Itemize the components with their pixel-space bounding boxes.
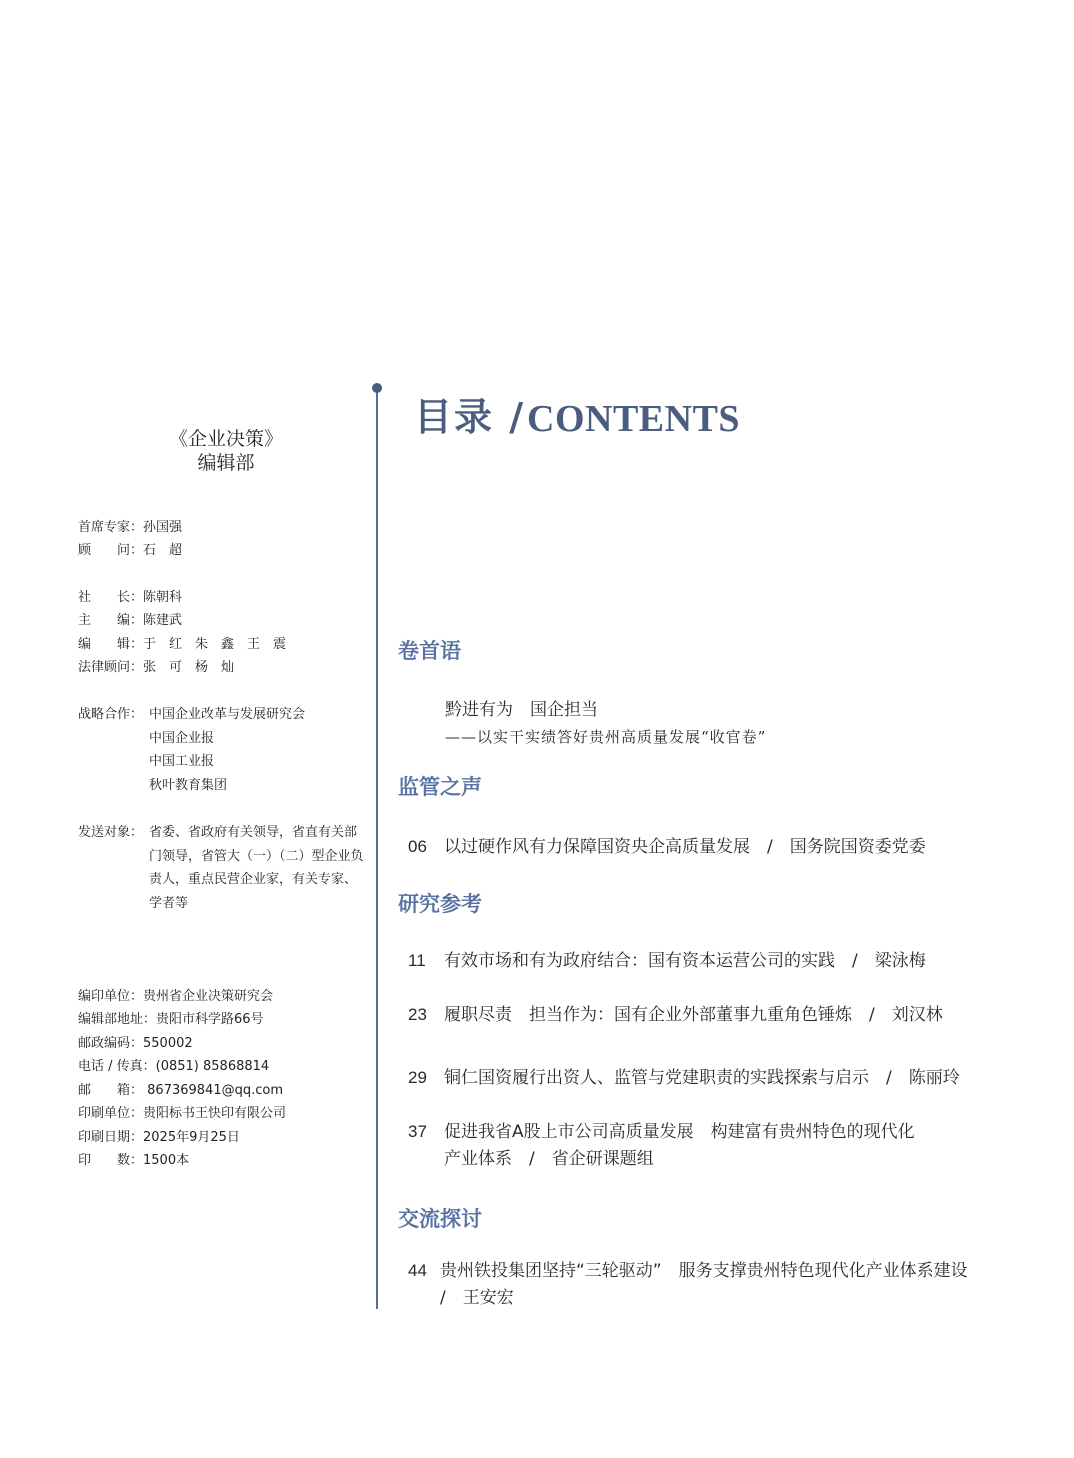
toc-entry-title[interactable]: 贵州铁投集团坚持“三轮驱动” 服务支撑贵州特色现代化产业体系建设 <box>440 1261 968 1281</box>
pub-label: 印 数： <box>78 1153 144 1168</box>
pub-value: 867369841@qq.com <box>143 1083 283 1098</box>
pub-row <box>78 985 273 1009</box>
staff-label: 社 长： <box>78 590 144 605</box>
partner-name: 中国企业改革与发展研究会 <box>149 707 306 722</box>
pub-label: 邮政编码： <box>78 1036 144 1051</box>
section-title: 监管之声 <box>398 775 482 799</box>
toc-entry-subtitle[interactable]: ——以实干实绩答好贵州高质量发展“收官卷” <box>445 728 767 746</box>
toc-page-number: 29 <box>408 1068 427 1087</box>
pub-row <box>78 1008 264 1032</box>
pub-row <box>78 1079 283 1103</box>
pub-label: 编印单位： <box>78 989 144 1004</box>
pub-label: 邮 箱： <box>78 1083 144 1098</box>
pub-row <box>78 1102 286 1126</box>
pub-value: 1500本 <box>143 1153 190 1168</box>
divider-dot <box>372 383 382 393</box>
magazine-title: 《企业决策》 <box>168 428 283 450</box>
toc-entry-title[interactable]: 黔进有为 国企担当 <box>445 700 598 720</box>
pub-value: (0851) 85868814 <box>155 1059 270 1074</box>
toc-page-number: 06 <box>408 837 427 856</box>
toc-entry-title[interactable]: 促进我省A股上市公司高质量发展 构建富有贵州特色的现代化 <box>444 1122 915 1142</box>
contents-title-cn: 目录 / <box>414 395 526 439</box>
toc-page-number: 23 <box>408 1005 427 1024</box>
toc-entry-title[interactable]: 履职尽责 担当作为：国有企业外部董事九重角色锤炼 / 刘汉林 <box>444 1005 943 1025</box>
toc-entry-title[interactable]: 有效市场和有为政府结合：国有资本运营公司的实践 / 梁泳梅 <box>444 951 926 971</box>
contents-title-en: CONTENTS <box>527 398 741 440</box>
recipients-text: 省委、省政府有关领导，省直有关部 <box>149 825 358 840</box>
staff-value: 陈建武 <box>143 613 183 628</box>
staff-value: 孙国强 <box>143 520 183 535</box>
partner-name: 中国企业报 <box>149 731 215 746</box>
staff-value: 于 红 朱 鑫 王 震 <box>143 637 287 652</box>
pub-row <box>78 1032 193 1056</box>
pub-row <box>78 1055 269 1079</box>
pub-label: 编辑部地址： <box>78 1012 157 1027</box>
staff-row <box>78 516 182 540</box>
recipients-text: 学者等 <box>149 896 189 911</box>
toc-entry-title-continued[interactable]: 产业体系 / 省企研课题组 <box>444 1149 654 1169</box>
pub-value: 贵州省企业决策研究会 <box>143 989 274 1004</box>
staff-value: 陈朝科 <box>143 590 183 605</box>
staff-row <box>78 539 182 563</box>
toc-entry-title-continued[interactable]: / 王安宏 <box>440 1288 514 1308</box>
partner-name: 中国工业报 <box>149 754 215 769</box>
pub-label: 印刷日期： <box>78 1130 144 1145</box>
toc-entry-title[interactable]: 铜仁国资履行出资人、监管与党建职责的实践探索与启示 / 陈丽玲 <box>444 1068 960 1088</box>
staff-label: 顾 问： <box>78 543 144 558</box>
editorial-department: 编辑部 <box>197 452 255 474</box>
staff-row <box>78 656 234 680</box>
toc-page-number: 44 <box>408 1261 427 1280</box>
column-divider <box>376 388 378 1309</box>
partners-label: 战略合作： <box>78 707 144 722</box>
staff-label: 法律顾问： <box>78 660 144 675</box>
staff-value: 石 超 <box>143 543 183 558</box>
staff-label: 主 编： <box>78 613 144 628</box>
toc-entry-title[interactable]: 以过硬作风有力保障国资央企高质量发展 / 国务院国资委党委 <box>444 837 926 857</box>
pub-label: 印刷单位： <box>78 1106 144 1121</box>
recipients-text: 责人，重点民营企业家，有关专家、 <box>149 872 358 887</box>
pub-value: 550002 <box>143 1036 193 1051</box>
staff-label: 首席专家： <box>78 520 144 535</box>
staff-label: 编 辑： <box>78 637 144 652</box>
staff-row <box>78 586 182 610</box>
pub-value: 2025年9月25日 <box>143 1130 240 1145</box>
pub-row <box>78 1126 240 1150</box>
pub-label: 电话 / 传真： <box>78 1059 156 1074</box>
staff-value: 张 可 杨 灿 <box>143 660 235 675</box>
section-title: 交流探讨 <box>398 1207 482 1231</box>
toc-page-number: 11 <box>408 951 426 970</box>
section-title: 研究参考 <box>398 892 482 916</box>
recipients-text: 门领导，省管大（一）（二）型企业负 <box>149 849 364 864</box>
section-title: 卷首语 <box>398 639 461 663</box>
staff-row <box>78 609 182 633</box>
pub-row <box>78 1149 189 1173</box>
partner-name: 秋叶教育集团 <box>149 778 228 793</box>
recipients-label: 发送对象： <box>78 825 144 840</box>
pub-value: 贵阳市科学路66号 <box>156 1012 264 1027</box>
pub-value: 贵阳标书王快印有限公司 <box>143 1106 287 1121</box>
staff-row <box>78 633 286 657</box>
toc-page-number: 37 <box>408 1122 427 1141</box>
